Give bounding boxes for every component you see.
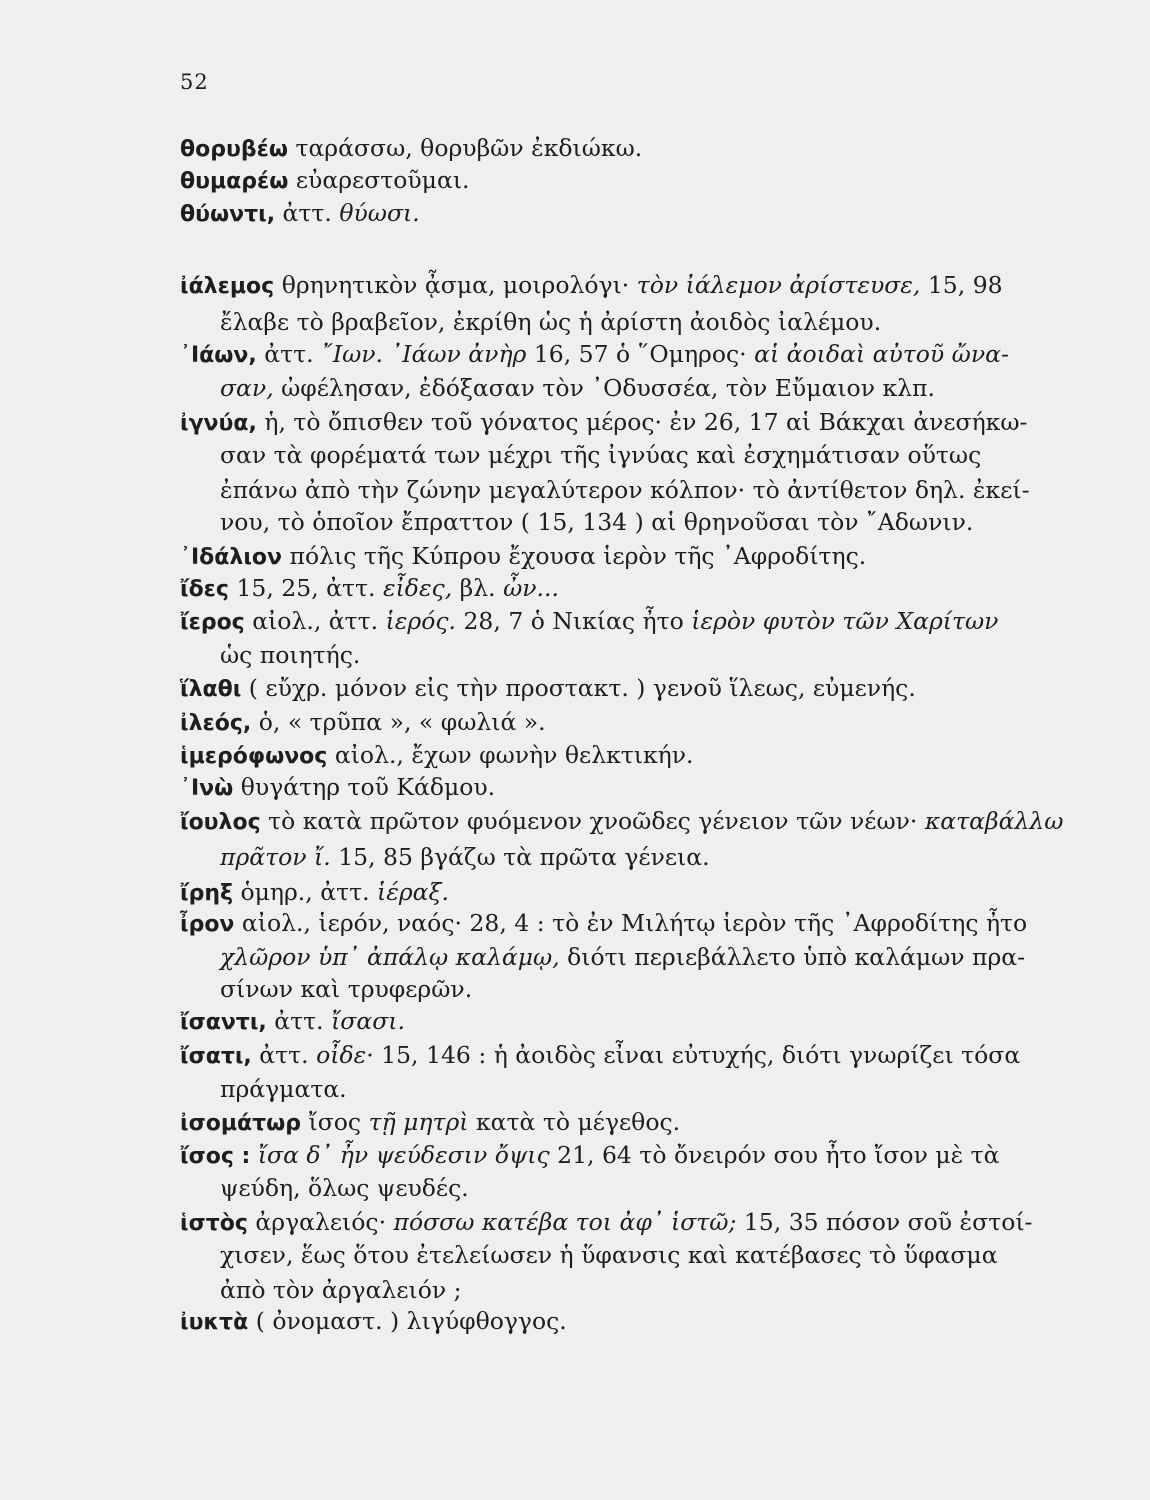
entry-text: θύωσι. — [339, 199, 420, 227]
entry-line — [180, 1006, 405, 1038]
entry-text: σαν, — [220, 374, 274, 402]
headword: ᾿Ιδάλιον — [180, 545, 283, 570]
headword: ἰλεός, — [180, 711, 252, 736]
entry-text: διότι περιεβάλλετο ὑπὸ καλάμων πρα- — [559, 943, 1026, 971]
entry-text: βλ. — [452, 574, 504, 602]
entry-text: ( εὔχρ. μόνον εἰς τὴν προστακτ. ) γενοῦ ἵλεως, εὐμενής. — [248, 674, 916, 702]
entry-text: 16, 57 ὁ ῞Ομηρος· — [526, 340, 755, 368]
headword: ἴσος : — [180, 1144, 251, 1169]
entry-line — [180, 198, 420, 230]
entry-text: ταράσσω, θορυβῶν ἐκδιώκω. — [295, 134, 643, 162]
entry-text: χλῶρον ὑπ᾿ ἀπάλῳ καλάμῳ, — [220, 943, 560, 971]
entry-text: εὐαρεστοῦμαι. — [295, 166, 470, 194]
entry-line — [180, 806, 1063, 838]
entry-text: ἴσος — [308, 1108, 369, 1136]
headword: ἴδες — [180, 577, 229, 602]
headword: ἰγνύα, — [180, 411, 257, 436]
entry-line — [180, 339, 1009, 371]
headword: ἰάλεμος — [180, 274, 275, 299]
entry-text: ( ὀνομαστ. ) λιγύφθογγος. — [255, 1307, 567, 1335]
entry-text: 15, 85 βγάζω τὰ πρῶτα γένεια. — [330, 843, 710, 871]
entry-text: ἀττ. — [264, 340, 322, 368]
entry-text: 21, 64 τὸ ὄνειρόν σου ἦτο ἴσον μὲ τὰ — [549, 1141, 1000, 1169]
entry-text: ἴσασι. — [331, 1007, 405, 1035]
entry-text: ἀττ. — [274, 1007, 332, 1035]
headword: ἰσομάτωρ — [180, 1111, 302, 1136]
entry-text: χισεν, ἕως ὅτου ἐτελείωσεν ἡ ὕφανσις καὶ κατέβασες τὸ ὕφασμα — [220, 1241, 998, 1269]
entry-text: ψεύδη, ὅλως ψευδές. — [220, 1174, 469, 1202]
entry-text: πράγματα. — [220, 1075, 347, 1103]
entry-text: 28, 7 ὁ Νικίας ἦτο — [456, 607, 692, 635]
entry-text: θυγάτηρ τοῦ Κάδμου. — [240, 773, 496, 801]
headword: ᾿Ινὼ — [180, 776, 234, 801]
entry-text: 15, 98 — [920, 271, 1003, 299]
entry-continuation-line — [220, 640, 360, 670]
entry-continuation-line — [220, 475, 1030, 505]
entry-line — [180, 165, 470, 197]
entry-line — [180, 1207, 1033, 1239]
entry-text: πρᾶτον ἴ. — [220, 843, 331, 871]
entry-continuation-line — [220, 1240, 998, 1270]
headword: ἱμερόφωνος — [180, 744, 328, 769]
headword: ἰυκτὰ — [180, 1310, 249, 1335]
headword: ἴρηξ — [180, 881, 233, 906]
entry-line — [180, 133, 642, 165]
entry-text: ἴσα δ᾿ ἦν ψεύδεσιν ὄψις — [257, 1141, 550, 1169]
entry-text: ἀπὸ τὸν ἀργαλειόν ; — [220, 1276, 462, 1304]
entry-line — [180, 270, 1003, 302]
entry-continuation-line — [220, 1074, 347, 1104]
entry-text: ἀργαλειός· — [255, 1208, 394, 1236]
entry-continuation-line — [220, 507, 973, 537]
entry-text: αἰολ., ἱερόν, ναός· 28, 4 : τὸ ἐν Μιλήτῳ ἱερὸν τῆς ᾿Αφροδίτης ἦτο — [241, 909, 1028, 937]
entry-text: σίνων καὶ τρυφερῶν. — [220, 975, 473, 1003]
entry-text: θρηνητικὸν ᾆσμα, μοιρολόγι· — [281, 271, 637, 299]
headword: θορυβέω — [180, 137, 288, 162]
entry-continuation-line — [220, 942, 1025, 972]
entry-line — [180, 1306, 567, 1338]
entry-line — [180, 1040, 1020, 1072]
entry-text: σαν τὰ φορέματά των μέχρι τῆς ἰγνύας καὶ ἐσχημάτισαν οὕτως — [220, 441, 982, 469]
entry-text: εἶδες, — [382, 574, 453, 602]
entry-text: ὦν... — [503, 574, 559, 602]
entry-text: πόλις τῆς Κύπρου ἔχουσα ἱερὸν τῆς ᾿Αφροδίτης. — [289, 542, 867, 570]
entry-continuation-line — [220, 440, 981, 470]
entry-line — [180, 877, 449, 909]
headword: ἶρον — [180, 912, 235, 937]
entry-text: αἰολ., ἔχων φωνὴν θελκτικήν. — [334, 741, 694, 769]
headword: θύωντι, — [180, 202, 276, 227]
entry-line — [180, 707, 546, 739]
entry-line — [180, 673, 916, 705]
entry-text: τῇ μητρὶ — [368, 1108, 469, 1136]
entry-continuation-line — [220, 1275, 462, 1305]
entry-line — [180, 573, 559, 605]
entry-continuation-line — [220, 974, 472, 1004]
entry-text: ῎Ιων. ᾿Ιάων ἀνὴρ — [321, 340, 527, 368]
headword: ἴερος — [180, 610, 245, 635]
entry-text: ἱερὸν φυτὸν τῶν Χαρίτων — [691, 607, 999, 635]
entry-text: 15, 35 πόσον σοῦ ἐστοί- — [736, 1208, 1033, 1236]
entry-text: ἀττ. — [282, 199, 340, 227]
entry-text: κατὰ τὸ μέγεθος. — [468, 1108, 681, 1136]
entry-text: νου, τὸ ὁποῖον ἔπραττον ( 15, 134 ) αἱ θρηνοῦσαι τὸν ῎Αδωνιν. — [220, 508, 974, 536]
entry-text: ὡς ποιητής. — [220, 641, 361, 669]
entry-line — [180, 908, 1027, 940]
entry-continuation-line — [220, 842, 710, 872]
headword: ἴσαντι, — [180, 1010, 267, 1035]
entry-text: πόσσω κατέβα τοι ἀφ᾿ ἱστῶ; — [393, 1208, 737, 1236]
entry-text: ἔλαβε τὸ βραβεῖον, ἐκρίθη ὡς ἡ ἀρίστη ἀοιδὸς ἰαλέμου. — [220, 308, 882, 336]
entry-text: αἰολ., ἀττ. — [252, 607, 386, 635]
entry-line — [180, 606, 998, 638]
entry-line — [180, 1140, 1000, 1172]
entry-text: καταβάλλω — [924, 807, 1064, 835]
entry-line — [180, 407, 1027, 439]
headword: θυμαρέω — [180, 169, 289, 194]
entry-continuation-line — [220, 373, 935, 403]
entry-text: 15, 146 : ἡ ἀοιδὸς εἶναι εὐτυχής, διότι γνωρίζει τόσα — [373, 1041, 1021, 1069]
entry-text: ὠφέλησαν, ἐδόξασαν τὸν ᾿Οδυσσέα, τὸν Εὔμαιον κλπ. — [273, 374, 935, 402]
entry-text: ἱερός. — [385, 607, 456, 635]
entry-continuation-line — [220, 307, 881, 337]
headword: ἱστὸς — [180, 1211, 248, 1236]
entry-text: ὁ, « τρῦπα », « φωλιά ». — [258, 708, 546, 736]
entry-text: ἱέραξ. — [377, 878, 449, 906]
entry-text: ἐπάνω ἀπὸ τὴν ζώνην μεγαλύτερον κόλπον· τὸ ἀντίθετον δηλ. ἐκεί- — [220, 476, 1030, 504]
headword: ἴσατι, — [180, 1044, 252, 1069]
entry-line — [180, 740, 694, 772]
entry-text: ἀττ. — [259, 1041, 317, 1069]
entry-text: τὸ κατὰ πρῶτον φυόμενον χνοῶδες γένειον τῶν νέων· — [268, 807, 925, 835]
page-number: 52 — [180, 70, 209, 94]
entry-text: τὸν ἰάλεμον ἀρίστευσε, — [636, 271, 921, 299]
entry-text: αἱ ἀοιδαὶ αὐτοῦ ὤνα- — [754, 340, 1009, 368]
entry-line — [180, 772, 495, 804]
entry-line — [180, 541, 866, 573]
headword: ἵλαθι — [180, 677, 242, 702]
entry-text: ἡ, τὸ ὄπισθεν τοῦ γόνατος μέρος· ἐν 26, 17 αἱ Βάκχαι ἀνεσήκω- — [264, 408, 1028, 436]
entry-continuation-line — [220, 1173, 469, 1203]
entry-text: 15, 25, ἀττ. — [236, 574, 383, 602]
entry-line — [180, 1107, 680, 1139]
headword: ἴουλος — [180, 810, 261, 835]
entry-text: οἶδε· — [316, 1041, 374, 1069]
entry-text: ὁμηρ., ἀττ. — [240, 878, 378, 906]
headword: ᾿Ιάων, — [180, 343, 257, 368]
